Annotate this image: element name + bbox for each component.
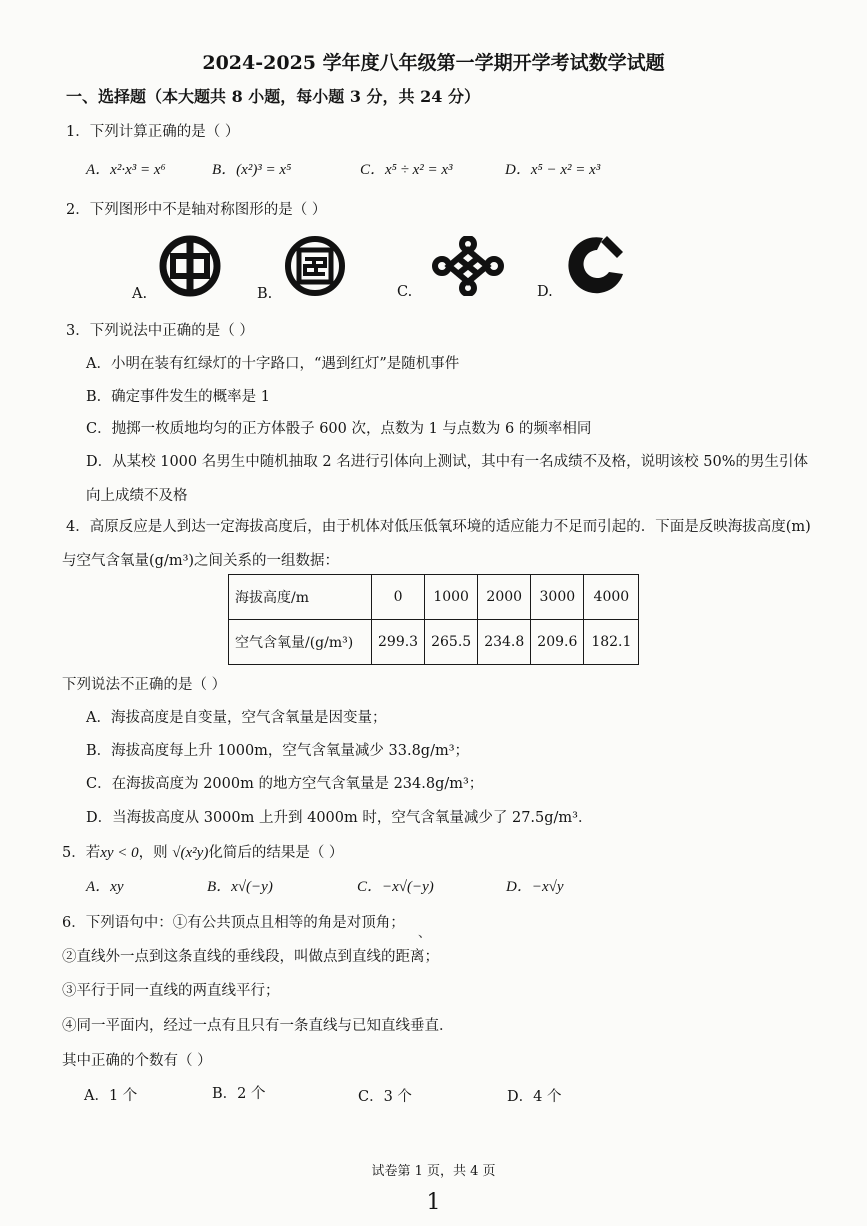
q4-stem-line1: 4．高原反应是人到达一定海拔高度后，由于机体对低压低氧环境的适应能力不足而引起的．下面是反映海拔高度(m) (66, 519, 811, 535)
altitude-oxygen-table (228, 574, 639, 665)
q5-stem-prefix: 5．若 (62, 845, 101, 861)
table-cell: 299.3 (372, 620, 425, 665)
q4-stem-line2: 与空气含氧量(g/m³)之间关系的一组数据： (62, 553, 340, 569)
table-header-oxygen: 空气含氧量/(g/m³) (229, 620, 372, 665)
q4-stem-line3: 下列说法不正确的是（ ） (62, 677, 227, 693)
q6-statement-2: ②直线外一点到这条直线的垂线段，叫做点到直线的距离； (62, 949, 439, 965)
q3-option-a: A．小明在装有红绿灯的十字路口，“遇到红灯”是随机事件 (86, 356, 460, 372)
q6-stem: 6．下列语句中：①有公共顶点且相等的角是对顶角； (62, 915, 405, 931)
q1-option-c: C．x⁵ ÷ x² = x³ (360, 162, 453, 178)
q3-option-d-continued: 向上成绩不及格 (86, 488, 188, 504)
q2-stem: 2．下列图形中不是轴对称图形的是（ ） (66, 202, 327, 218)
q3-option-c: C．抛掷一枚质地均匀的正方体骰子 600 次，点数为 1 与点数为 6 的频率相同 (86, 421, 592, 437)
q5-expression: √(x²y) (172, 845, 209, 861)
q5-stem-suffix: 化简后的结果是（ ） (208, 845, 344, 861)
q2-option-a: A. (132, 286, 148, 302)
q5-option-a: A．xy (86, 879, 124, 895)
page-title: 2024-2025 学年度八年级第一学期开学考试数学试题 (202, 52, 665, 74)
q5-stem-middle: ，则 (138, 845, 168, 861)
q1-option-a: A．x²·x³ = x⁶ (86, 162, 166, 178)
q1-option-b: B．(x²)³ = x⁵ (212, 162, 292, 178)
q1-stem: 1．下列计算正确的是（ ） (66, 124, 240, 140)
china-unicom-knot-logo-icon (431, 236, 505, 296)
table-cell: 2000 (478, 575, 531, 620)
table-header-altitude: 海拔高度/m (229, 575, 372, 620)
table-cell: 265.5 (425, 620, 478, 665)
q5-stem (62, 841, 343, 862)
table-cell: 182.1 (584, 620, 639, 665)
q4-option-b: B．海拔高度每上升 1000m，空气含氧量减少 33.8g/m³； (86, 743, 470, 759)
q4-option-a: A．海拔高度是自变量，空气含氧量是因变量； (86, 710, 387, 726)
table-row-oxygen (229, 620, 639, 665)
q3-option-b: B．确定事件发生的概率是 1 (86, 389, 270, 405)
q5-option-c: C．−x√(−y) (357, 879, 434, 895)
q5-condition: xy < 0 (100, 845, 139, 861)
construction-bank-logo-icon (563, 232, 627, 298)
q4-option-c: C．在海拔高度为 2000m 的地方空气含氧量是 234.8g/m³； (86, 776, 484, 792)
q6-option-d: D．4 个 (507, 1089, 562, 1105)
q6-statement-3: ③平行于同一直线的两直线平行； (62, 983, 280, 999)
q3-stem: 3．下列说法中正确的是（ ） (66, 323, 254, 339)
bank-of-china-logo-icon (158, 234, 222, 298)
table-cell: 1000 (425, 575, 478, 620)
stray-mark: 、 (418, 926, 432, 941)
q6-question: 其中正确的个数有（ ） (62, 1053, 212, 1069)
q6-option-b: B．2 个 (212, 1086, 266, 1102)
q2-option-c: C. (397, 284, 413, 300)
page-number: 1 (426, 1190, 441, 1215)
q6-statement-4: ④同一平面内，经过一点有且只有一条直线与已知直线垂直． (62, 1018, 454, 1034)
table-cell: 4000 (584, 575, 639, 620)
icbc-logo-icon (283, 234, 347, 298)
q6-option-a: A．1 个 (84, 1088, 138, 1104)
table-cell: 234.8 (478, 620, 531, 665)
table-cell: 209.6 (531, 620, 584, 665)
q2-option-d: D. (537, 284, 553, 300)
section-heading: 一、选择题（本大题共 8 小题，每小题 3 分，共 24 分） (66, 87, 480, 106)
q3-option-d: D．从某校 1000 名男生中随机抽取 2 名进行引体向上测试，其中有一名成绩不及格，说明该校 50%的男生引体 (86, 454, 809, 470)
q5-option-d: D．−x√y (506, 879, 564, 895)
q5-option-b: B．x√(−y) (207, 879, 273, 895)
q2-option-b: B. (257, 286, 273, 302)
page-footer: 试卷第 1 页，共 4 页 (371, 1164, 496, 1179)
table-row-altitude (229, 575, 639, 620)
q1-option-d: D．x⁵ − x² = x³ (505, 162, 601, 178)
table-cell: 0 (372, 575, 425, 620)
q4-option-d: D．当海拔高度从 3000m 上升到 4000m 时，空气含氧量减少了 27.5g/m³． (86, 810, 593, 826)
q6-option-c: C．3 个 (358, 1089, 412, 1105)
table-cell: 3000 (531, 575, 584, 620)
